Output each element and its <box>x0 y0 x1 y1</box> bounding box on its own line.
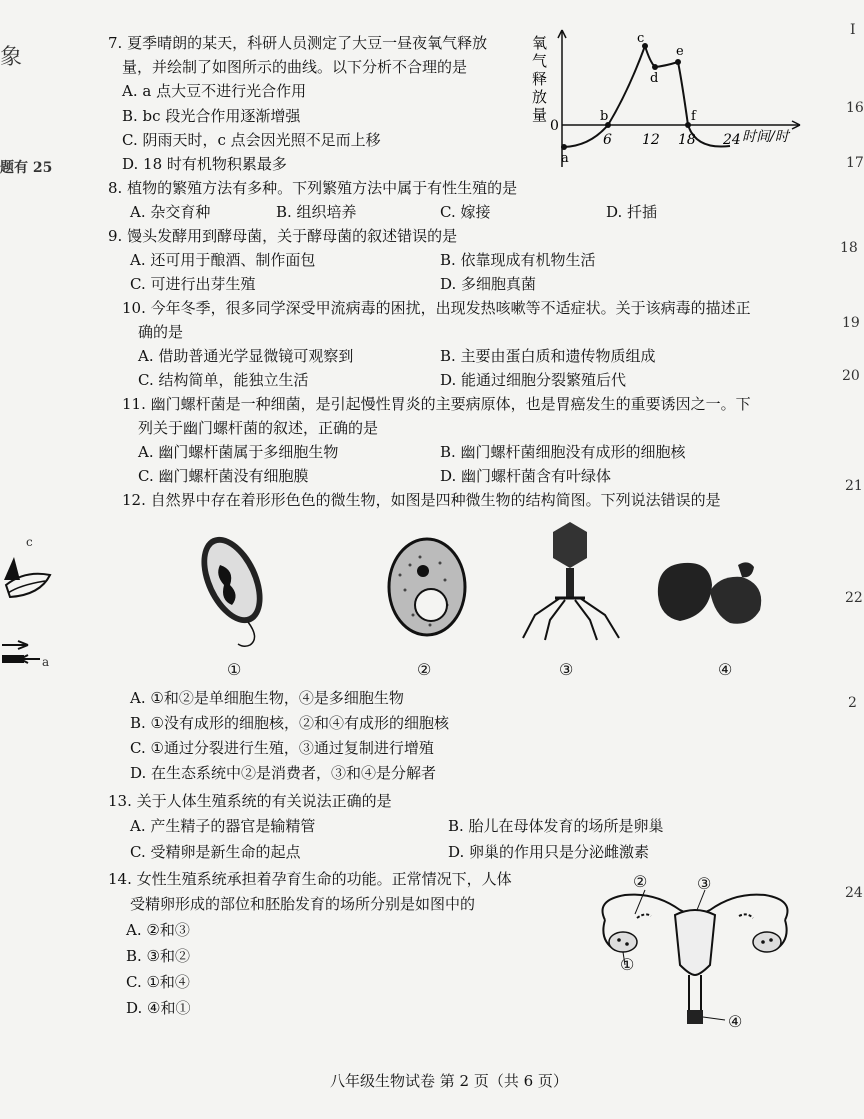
point-e <box>675 59 681 65</box>
q8-option-c: C. 嫁接 <box>440 203 491 221</box>
edge-right-num: 24 <box>845 885 863 901</box>
edge-right-num: 19 <box>842 315 860 331</box>
q7-stem: 7. 夏季晴朗的某天，科研人员测定了大豆一昼夜氧气释放 <box>108 34 488 52</box>
q12-fig-label-3: ③ <box>559 660 574 679</box>
microbe-phage <box>515 520 625 645</box>
q14-stem: 14. 女性生殖系统承担着孕育生命的功能。正常情况下，人体 <box>108 870 512 888</box>
q11-stem-cont: 列关于幽门螺杆菌的叙述，正确的是 <box>138 419 379 437</box>
q12-option-a: A. ①和②是单细胞生物，④是多细胞生物 <box>130 689 404 707</box>
q8-option-a: A. 杂交育种 <box>130 203 211 221</box>
page-footer: 八年级生物试卷 第 2 页（共 6 页） <box>330 1072 568 1090</box>
q7-option-b: B. bc 段光合作用逐渐增强 <box>122 107 301 125</box>
graph-xtick: 6 <box>603 132 612 148</box>
q13-stem: 13. 关于人体生殖系统的有关说法正确的是 <box>108 792 392 810</box>
q11-option-c: C. 幽门螺杆菌没有细胞膜 <box>138 467 309 485</box>
graph-label-a: a <box>561 151 569 166</box>
graph-label-f: f <box>691 109 696 124</box>
q14-fig-label-2: ② <box>633 872 648 891</box>
edge-left-text: 题有 25 <box>0 160 53 176</box>
microbe-bacterium <box>190 530 280 650</box>
q10-option-d: D. 能通过细胞分裂繁殖后代 <box>440 371 627 389</box>
q9-option-a: A. 还可用于酿酒、制作面包 <box>130 251 316 269</box>
graph-label-b: b <box>600 109 609 124</box>
graph-ylabel-2: 气 <box>532 52 548 70</box>
microbe-yeast <box>385 535 470 640</box>
q7-option-c: C. 阴雨天时，c 点会因光照不足而上移 <box>122 131 381 149</box>
q14-option-a: A. ②和③ <box>126 921 190 939</box>
graph-ylabel-3: 释 <box>532 70 548 88</box>
q14-stem-cont: 受精卵形成的部位和胚胎发育的场所分别是如图中的 <box>130 895 476 913</box>
q11-stem: 11. 幽门螺杆菌是一种细菌，是引起慢性胃炎的主要病原体，也是胃癌发生的重要诱因之一。下 <box>122 395 751 413</box>
edge-glyph: 象 <box>0 45 23 70</box>
q12-option-d: D. 在生态系统中②是消费者，③和④是分解者 <box>130 764 437 782</box>
q10-stem-cont: 确的是 <box>138 323 184 341</box>
graph-xtick: 24 <box>723 132 741 148</box>
graph-xunit: 时间/时 <box>742 129 789 145</box>
q9-option-b: B. 依靠现成有机物生活 <box>440 251 596 269</box>
graph-ylabel-1: 氧 <box>532 34 548 52</box>
graph-ylabel-5: 量 <box>532 106 548 124</box>
graph-label-e: e <box>676 44 684 59</box>
q12-fig-label-1: ① <box>227 660 242 679</box>
graph-xtick: 12 <box>642 132 660 148</box>
q10-stem: 10. 今年冬季，很多同学深受甲流病毒的困扰，出现发热咳嗽等不适症状。关于该病毒的描述正 <box>122 299 751 317</box>
edge-letter-a: a <box>42 655 50 669</box>
q14-option-b: B. ③和② <box>126 947 191 965</box>
q14-option-d: D. ④和① <box>126 999 191 1017</box>
graph-xtick: 18 <box>678 132 696 148</box>
q12-option-b: B. ①没有成形的细胞核，②和④有成形的细胞核 <box>130 714 450 732</box>
q7-stem-cont: 量，并绘制了如图所示的曲线。以下分析不合理的是 <box>122 58 468 76</box>
edge-right-num: 17 <box>846 155 864 171</box>
microbe-fungus <box>650 555 770 630</box>
q14-fig-label-3: ③ <box>697 874 712 893</box>
q13-option-a: A. 产生精子的器官是输精管 <box>130 817 316 835</box>
graph-ylabel-4: 放 <box>532 88 548 106</box>
q8-option-d: D. 扦插 <box>606 203 658 221</box>
q13-option-c: C. 受精卵是新生命的起点 <box>130 843 301 861</box>
female-reproductive-diagram <box>585 880 805 1040</box>
q11-option-a: A. 幽门螺杆菌属于多细胞生物 <box>138 443 339 461</box>
q14-fig-label-1: ① <box>620 955 635 974</box>
oxygen-release-graph <box>530 22 815 172</box>
edge-right-num: 18 <box>840 240 858 256</box>
edge-left-figure <box>0 535 60 665</box>
q8-option-b: B. 组织培养 <box>276 203 357 221</box>
q7-option-d: D. 18 时有机物积累最多 <box>122 155 287 173</box>
q9-option-d: D. 多细胞真菌 <box>440 275 537 293</box>
q9-stem: 9. 馒头发酵用到酵母菌，关于酵母菌的叙述错误的是 <box>108 227 458 245</box>
edge-right-num: 21 <box>845 478 863 494</box>
q10-option-a: A. 借助普通光学显微镜可观察到 <box>138 347 354 365</box>
q14-fig-label-4: ④ <box>728 1012 743 1031</box>
edge-right-num: 16 <box>846 100 864 116</box>
q11-option-d: D. 幽门螺杆菌含有叶绿体 <box>440 467 612 485</box>
q12-option-c: C. ①通过分裂进行生殖，③通过复制进行增殖 <box>130 739 434 757</box>
q14-option-c: C. ①和④ <box>126 973 190 991</box>
q10-option-c: C. 结构简单，能独立生活 <box>138 371 309 389</box>
q12-fig-label-2: ② <box>417 660 432 679</box>
q13-option-b: B. 胎儿在母体发育的场所是卵巢 <box>448 817 664 835</box>
graph-label-d: d <box>650 71 659 86</box>
q13-option-d: D. 卵巢的作用只是分泌雌激素 <box>448 843 650 861</box>
edge-right-num: 2 <box>848 695 857 711</box>
point-a <box>561 144 567 150</box>
edge-right-num: 20 <box>842 368 860 384</box>
graph-origin: 0 <box>550 118 559 134</box>
q7-option-a: A. a 点大豆不进行光合作用 <box>122 82 307 100</box>
edge-right-top: I <box>850 22 856 38</box>
q12-fig-label-4: ④ <box>718 660 733 679</box>
edge-right-num: 22 <box>845 590 863 606</box>
q10-option-b: B. 主要由蛋白质和遗传物质组成 <box>440 347 656 365</box>
edge-letter-c: c <box>26 535 33 549</box>
graph-label-c: c <box>637 31 645 46</box>
q11-option-b: B. 幽门螺杆菌细胞没有成形的细胞核 <box>440 443 686 461</box>
point-d <box>652 64 658 70</box>
q12-stem: 12. 自然界中存在着形形色色的微生物，如图是四种微生物的结构简图。下列说法错误的是 <box>122 491 721 509</box>
q8-stem: 8. 植物的繁殖方法有多种。下列繁殖方法中属于有性生殖的是 <box>108 179 518 197</box>
q9-option-c: C. 可进行出芽生殖 <box>130 275 256 293</box>
